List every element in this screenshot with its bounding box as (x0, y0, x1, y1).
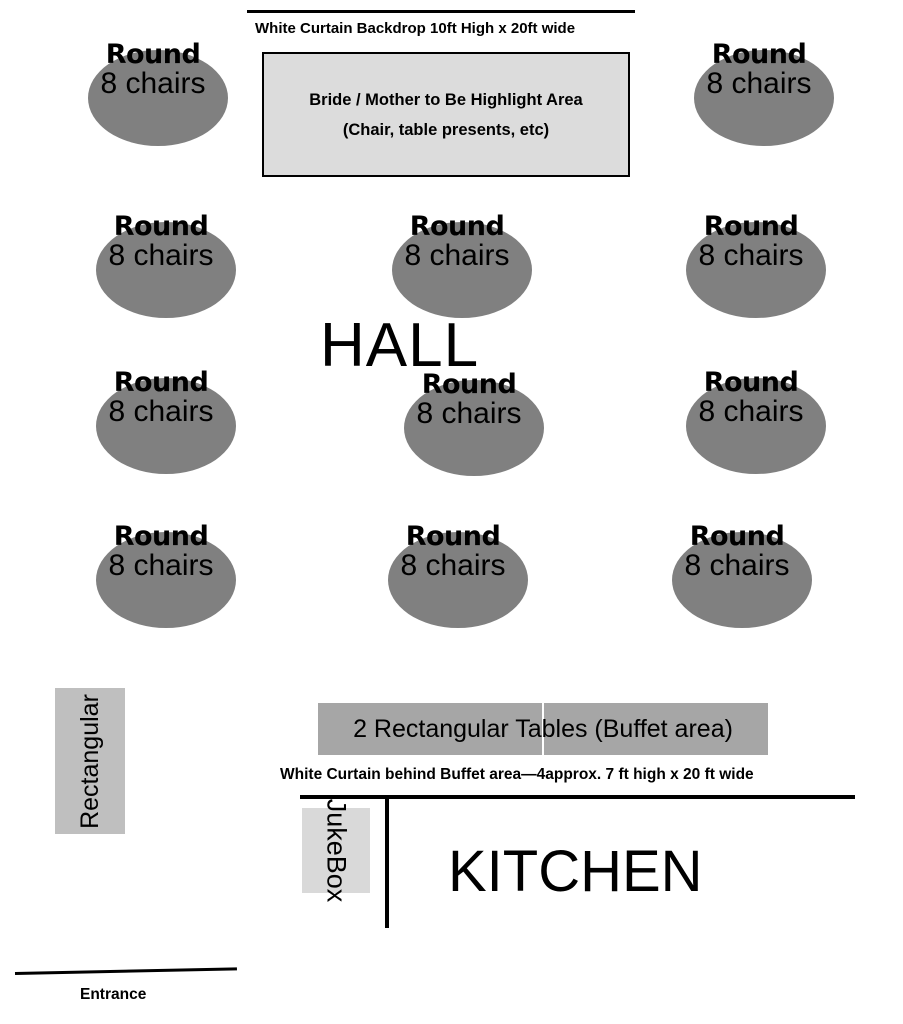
buffet-tables[interactable] (318, 703, 768, 755)
kitchen-wall-horizontal (300, 795, 855, 799)
kitchen-wall-vertical (385, 795, 389, 928)
highlight-line-2: (Chair, table presents, etc) (342, 120, 550, 139)
buffet-label: 2 Rectangular Tables (Buffet area) (353, 714, 733, 743)
round-table[interactable] (88, 50, 228, 146)
round-table-subtitle: 8 chairs (416, 397, 522, 430)
round-table-subtitle: 8 chairs (404, 239, 510, 272)
hall-label: HALL (320, 311, 480, 380)
jukebox-label: JukeBox (321, 798, 352, 903)
round-table-title: Round (113, 367, 209, 398)
round-table-subtitle: 8 chairs (100, 67, 206, 100)
round-table[interactable] (96, 222, 236, 318)
round-table-title: Round (703, 211, 799, 242)
rectangular-table-label: Rectangular (75, 693, 104, 829)
highlight-line-1: Bride / Mother to Be Highlight Area (309, 90, 583, 109)
round-table-subtitle: 8 chairs (698, 395, 804, 428)
highlight-area-box (262, 52, 630, 177)
round-table[interactable] (686, 222, 826, 318)
jukebox[interactable] (302, 798, 370, 903)
round-table-subtitle: 8 chairs (706, 67, 812, 100)
round-table-title: Round (689, 521, 785, 552)
round-table-subtitle: 8 chairs (400, 549, 506, 582)
entrance-line (15, 967, 237, 975)
round-table[interactable] (388, 532, 528, 628)
round-table-title: Round (421, 369, 517, 400)
round-table[interactable] (96, 378, 236, 474)
rectangular-table[interactable] (55, 688, 125, 834)
round-table-subtitle: 8 chairs (684, 549, 790, 582)
round-table-title: Round (105, 39, 201, 70)
round-table-subtitle: 8 chairs (108, 395, 214, 428)
round-table-title: Round (113, 211, 209, 242)
round-table[interactable] (96, 532, 236, 628)
round-table-title: Round (405, 521, 501, 552)
kitchen-label: KITCHEN (448, 839, 703, 904)
round-table[interactable] (404, 380, 544, 476)
entrance-label: Entrance (80, 986, 147, 1003)
buffet-curtain-caption: White Curtain behind Buffet area—4approx. 7 ft high x 20 ft wide (280, 766, 754, 783)
backdrop-caption: White Curtain Backdrop 10ft High x 20ft wide (255, 20, 576, 37)
round-table[interactable] (392, 222, 532, 318)
round-table-subtitle: 8 chairs (108, 549, 214, 582)
round-table[interactable] (686, 378, 826, 474)
round-table-title: Round (113, 521, 209, 552)
backdrop-curtain-line (247, 10, 635, 13)
round-table-title: Round (703, 367, 799, 398)
round-table[interactable] (672, 532, 812, 628)
round-table-title: Round (409, 211, 505, 242)
round-table[interactable] (694, 50, 834, 146)
round-table-subtitle: 8 chairs (108, 239, 214, 272)
round-table-subtitle: 8 chairs (698, 239, 804, 272)
round-table-title: Round (711, 39, 807, 70)
